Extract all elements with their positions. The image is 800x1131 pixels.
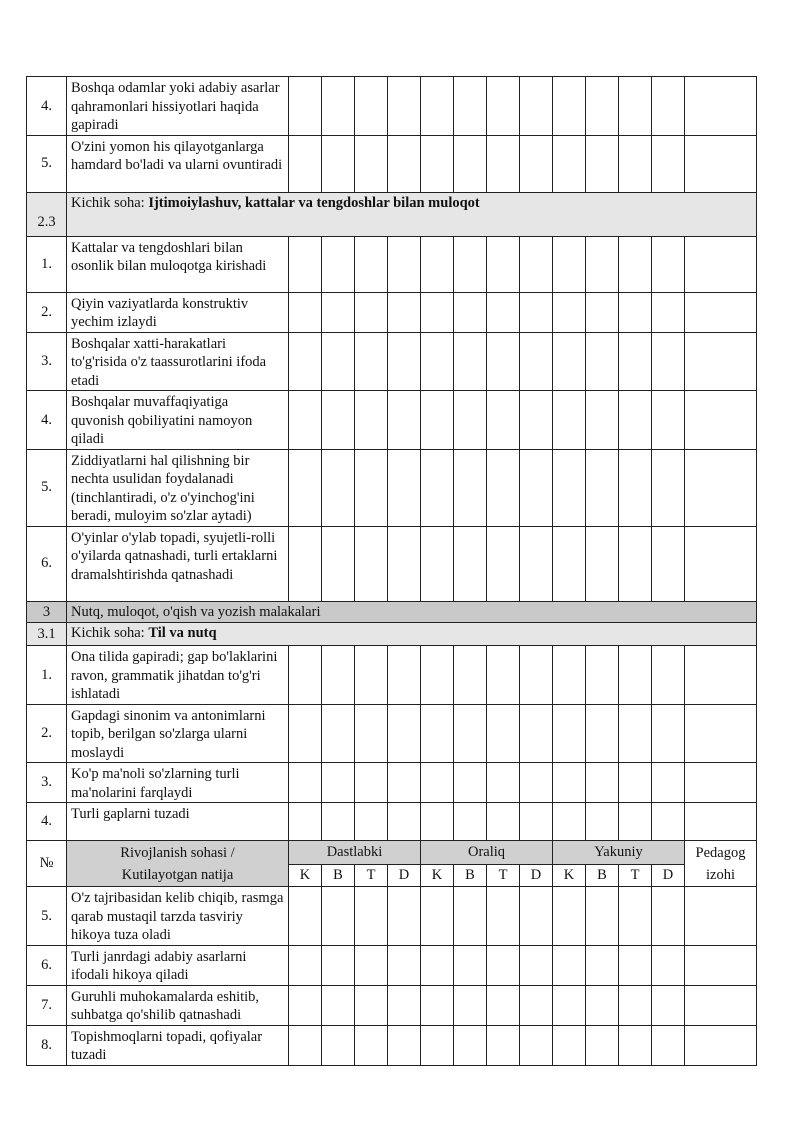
score-cell[interactable] (553, 803, 586, 841)
score-cell[interactable] (652, 526, 685, 601)
row-number: 2. (27, 292, 67, 332)
score-cell[interactable] (289, 77, 322, 136)
score-cell[interactable] (289, 526, 322, 601)
score-cell[interactable] (388, 135, 421, 192)
table-row (27, 526, 757, 601)
header-note-line1: Pedagog (695, 844, 746, 861)
score-cell[interactable] (454, 763, 487, 803)
score-cell[interactable] (487, 646, 520, 705)
score-cell[interactable] (388, 704, 421, 763)
score-cell[interactable] (289, 135, 322, 192)
sub-b: B (586, 865, 619, 887)
score-cell[interactable] (553, 292, 586, 332)
score-cell[interactable] (619, 763, 652, 803)
row-number: 5. (27, 887, 67, 946)
score-cell[interactable] (421, 887, 454, 946)
row-description: Boshqalar xatti-harakatlari to'g'risida o'z taassurotlarini ifoda etadi (67, 332, 289, 391)
score-cell[interactable] (388, 945, 421, 985)
score-cell[interactable] (289, 985, 322, 1025)
score-cell[interactable] (553, 1025, 586, 1065)
score-cell[interactable] (355, 985, 388, 1025)
score-cell[interactable] (487, 1025, 520, 1065)
score-cell[interactable] (388, 887, 421, 946)
score-cell[interactable] (289, 704, 322, 763)
score-cell[interactable] (487, 449, 520, 526)
sub-k: K (289, 865, 322, 887)
header-note-line2: izohi (706, 866, 735, 883)
score-cell[interactable] (652, 887, 685, 946)
score-cell[interactable] (487, 704, 520, 763)
score-cell[interactable] (388, 985, 421, 1025)
score-cell[interactable] (355, 391, 388, 450)
score-cell[interactable] (322, 1025, 355, 1065)
score-cell[interactable] (520, 332, 553, 391)
score-cell[interactable] (388, 449, 421, 526)
score-cell[interactable] (355, 1025, 388, 1065)
row-description: Ona tilida gapiradi; gap bo'laklarini ravon, grammatik jihatdan to'g'ri ishlatadi (67, 646, 289, 705)
row-description: Qiyin vaziyatlarda konstruktiv yechim izlaydi (67, 292, 289, 332)
score-cell[interactable] (388, 763, 421, 803)
score-cell[interactable] (520, 704, 553, 763)
score-cell[interactable] (619, 449, 652, 526)
row-number: 4. (27, 803, 67, 841)
teacher-note-cell[interactable] (685, 135, 757, 192)
score-cell[interactable] (652, 803, 685, 841)
row-number: 3. (27, 763, 67, 803)
row-description: O'zini yomon his qilayotganlarga hamdard bo'ladi va ularni ovuntiradi (67, 135, 289, 192)
row-description: Topishmoqlarni topadi, qofiyalar tuzadi (67, 1025, 289, 1065)
score-cell[interactable] (619, 887, 652, 946)
score-cell[interactable] (652, 763, 685, 803)
row-description: Turli janrdagi adabiy asarlarni ifodali hikoya qiladi (67, 945, 289, 985)
teacher-note-cell[interactable] (685, 887, 757, 946)
score-cell[interactable] (586, 803, 619, 841)
teacher-note-cell[interactable] (685, 236, 757, 292)
row-description: Kattalar va tengdoshlari bilan osonlik bilan muloqotga kirishadi (67, 236, 289, 292)
score-cell[interactable] (289, 332, 322, 391)
score-cell[interactable] (421, 292, 454, 332)
score-cell[interactable] (322, 292, 355, 332)
sub-d: D (520, 865, 553, 887)
row-description: O'yinlar o'ylab topadi, syujetli-rolli o'yilarda qatnashadi, turli ertaklarni dramalshtirishda qatnashadi (67, 526, 289, 601)
score-cell[interactable] (553, 985, 586, 1025)
score-cell[interactable] (553, 763, 586, 803)
score-cell[interactable] (619, 135, 652, 192)
score-cell[interactable] (652, 135, 685, 192)
score-cell[interactable] (454, 449, 487, 526)
table-row (27, 236, 757, 292)
score-cell[interactable] (520, 236, 553, 292)
score-cell[interactable] (289, 1025, 322, 1065)
section-title-bold: Til va nutq (148, 625, 217, 641)
score-cell[interactable] (322, 236, 355, 292)
score-cell[interactable] (454, 135, 487, 192)
sub-k: K (553, 865, 586, 887)
score-cell[interactable] (289, 763, 322, 803)
score-cell[interactable] (652, 391, 685, 450)
score-cell[interactable] (421, 945, 454, 985)
score-cell[interactable] (619, 332, 652, 391)
score-cell[interactable] (454, 526, 487, 601)
score-cell[interactable] (388, 77, 421, 136)
table-row (27, 77, 757, 136)
section-title: Nutq, muloqot, o'qish va yozish malakalari (67, 601, 757, 623)
score-cell[interactable] (619, 646, 652, 705)
score-cell[interactable] (289, 945, 322, 985)
score-cell[interactable] (454, 292, 487, 332)
score-cell[interactable] (520, 135, 553, 192)
score-cell[interactable] (520, 526, 553, 601)
table-row (27, 985, 757, 1025)
score-cell[interactable] (586, 135, 619, 192)
score-cell[interactable] (322, 646, 355, 705)
score-cell[interactable] (487, 236, 520, 292)
score-cell[interactable] (388, 1025, 421, 1065)
sub-b: B (454, 865, 487, 887)
score-cell[interactable] (553, 646, 586, 705)
score-cell[interactable] (355, 526, 388, 601)
assessment-table (26, 76, 757, 1066)
score-cell[interactable] (421, 135, 454, 192)
score-cell[interactable] (421, 449, 454, 526)
score-cell[interactable] (355, 135, 388, 192)
table-row (27, 391, 757, 450)
score-cell[interactable] (619, 803, 652, 841)
section-prefix: Kichik soha: (71, 625, 149, 641)
teacher-note-cell[interactable] (685, 449, 757, 526)
table-row (27, 332, 757, 391)
score-cell[interactable] (487, 945, 520, 985)
score-cell[interactable] (520, 646, 553, 705)
score-cell[interactable] (388, 332, 421, 391)
score-cell[interactable] (553, 391, 586, 450)
row-description: Ziddiyatlarni hal qilishning bir nechta usulidan foydalanadi (tinchlantiradi, o'z o'yinchog'ini beradi, muloyim so'zlar aytadi) (67, 449, 289, 526)
score-cell[interactable] (619, 1025, 652, 1065)
score-cell[interactable] (652, 945, 685, 985)
score-cell[interactable] (421, 236, 454, 292)
score-cell[interactable] (322, 803, 355, 841)
row-number: 5. (27, 449, 67, 526)
sub-d: D (388, 865, 421, 887)
score-cell[interactable] (487, 887, 520, 946)
score-cell[interactable] (586, 1025, 619, 1065)
score-cell[interactable] (421, 391, 454, 450)
score-cell[interactable] (586, 704, 619, 763)
table-row (27, 763, 757, 803)
score-cell[interactable] (322, 887, 355, 946)
sub-t: T (487, 865, 520, 887)
score-cell[interactable] (652, 704, 685, 763)
score-cell[interactable] (619, 391, 652, 450)
score-cell[interactable] (553, 945, 586, 985)
score-cell[interactable] (289, 236, 322, 292)
teacher-note-cell[interactable] (685, 985, 757, 1025)
score-cell[interactable] (454, 391, 487, 450)
score-cell[interactable] (520, 391, 553, 450)
row-number: 8. (27, 1025, 67, 1065)
score-cell[interactable] (619, 236, 652, 292)
row-number: 6. (27, 526, 67, 601)
score-cell[interactable] (520, 763, 553, 803)
table-row (27, 945, 757, 985)
score-cell[interactable] (619, 704, 652, 763)
row-description: Turli gaplarni tuzadi (67, 803, 289, 841)
score-cell[interactable] (388, 526, 421, 601)
teacher-note-cell[interactable] (685, 1025, 757, 1065)
teacher-note-cell[interactable] (685, 526, 757, 601)
header-teacher-note (685, 841, 757, 887)
score-cell[interactable] (454, 1025, 487, 1065)
section-number: 3.1 (27, 623, 67, 646)
score-cell[interactable] (586, 945, 619, 985)
section-number: 2.3 (27, 192, 67, 236)
row-description: Guruhli muhokamalarda eshitib, suhbatga qo'shilib qatnashadi (67, 985, 289, 1025)
table-row (27, 704, 757, 763)
score-cell[interactable] (586, 391, 619, 450)
score-cell[interactable] (652, 77, 685, 136)
score-cell[interactable] (487, 77, 520, 136)
section-prefix: Kichik soha: (71, 194, 149, 211)
score-cell[interactable] (586, 332, 619, 391)
score-cell[interactable] (553, 887, 586, 946)
header-area (67, 841, 289, 887)
score-cell[interactable] (355, 332, 388, 391)
score-cell[interactable] (289, 391, 322, 450)
row-number: 4. (27, 391, 67, 450)
score-cell[interactable] (586, 887, 619, 946)
score-cell[interactable] (553, 77, 586, 136)
sub-k: K (421, 865, 454, 887)
score-cell[interactable] (553, 332, 586, 391)
score-cell[interactable] (520, 1025, 553, 1065)
score-cell[interactable] (520, 77, 553, 136)
score-cell[interactable] (454, 887, 487, 946)
score-cell[interactable] (355, 704, 388, 763)
score-cell[interactable] (355, 763, 388, 803)
sub-t: T (619, 865, 652, 887)
score-cell[interactable] (520, 803, 553, 841)
score-cell[interactable] (355, 887, 388, 946)
score-cell[interactable] (586, 77, 619, 136)
row-description: Ko'p ma'noli so'zlarning turli ma'nolarini farqlaydi (67, 763, 289, 803)
row-description: Gapdagi sinonim va antonimlarni topib, berilgan so'zlarga ularni moslaydi (67, 704, 289, 763)
score-cell[interactable] (454, 704, 487, 763)
score-cell[interactable] (553, 236, 586, 292)
score-cell[interactable] (652, 449, 685, 526)
score-cell[interactable] (355, 449, 388, 526)
score-cell[interactable] (652, 646, 685, 705)
header-stage-middle: Oraliq (421, 841, 553, 865)
row-number: 3. (27, 332, 67, 391)
teacher-note-cell[interactable] (685, 391, 757, 450)
score-cell[interactable] (289, 803, 322, 841)
score-cell[interactable] (487, 526, 520, 601)
score-cell[interactable] (454, 236, 487, 292)
score-cell[interactable] (553, 704, 586, 763)
score-cell[interactable] (421, 526, 454, 601)
score-cell[interactable] (289, 646, 322, 705)
score-cell[interactable] (388, 803, 421, 841)
score-cell[interactable] (487, 332, 520, 391)
score-cell[interactable] (322, 526, 355, 601)
teacher-note-cell[interactable] (685, 803, 757, 841)
score-cell[interactable] (586, 449, 619, 526)
score-cell[interactable] (619, 77, 652, 136)
row-number: 5. (27, 135, 67, 192)
section-row-3-1 (27, 623, 757, 646)
score-cell[interactable] (652, 292, 685, 332)
section-row-3 (27, 601, 757, 623)
score-cell[interactable] (520, 449, 553, 526)
header-stage-initial: Dastlabki (289, 841, 421, 865)
score-cell[interactable] (289, 292, 322, 332)
sub-b: B (322, 865, 355, 887)
table-row (27, 646, 757, 705)
header-area-line1: Rivojlanish sohasi / (120, 844, 235, 861)
score-cell[interactable] (289, 887, 322, 946)
score-cell[interactable] (487, 985, 520, 1025)
score-cell[interactable] (454, 646, 487, 705)
teacher-note-cell[interactable] (685, 646, 757, 705)
score-cell[interactable] (586, 526, 619, 601)
score-cell[interactable] (421, 763, 454, 803)
score-cell[interactable] (454, 332, 487, 391)
table-row (27, 449, 757, 526)
teacher-note-cell[interactable] (685, 77, 757, 136)
score-cell[interactable] (289, 449, 322, 526)
score-cell[interactable] (487, 763, 520, 803)
score-cell[interactable] (322, 945, 355, 985)
score-cell[interactable] (421, 646, 454, 705)
score-cell[interactable] (388, 646, 421, 705)
table-row (27, 135, 757, 192)
score-cell[interactable] (619, 292, 652, 332)
row-number: 4. (27, 77, 67, 136)
score-cell[interactable] (421, 1025, 454, 1065)
score-cell[interactable] (322, 763, 355, 803)
section-number: 3 (27, 601, 67, 623)
score-cell[interactable] (322, 704, 355, 763)
score-cell[interactable] (586, 763, 619, 803)
score-cell[interactable] (355, 945, 388, 985)
score-cell[interactable] (322, 135, 355, 192)
score-cell[interactable] (355, 236, 388, 292)
score-cell[interactable] (355, 803, 388, 841)
score-cell[interactable] (652, 332, 685, 391)
section-title-bold: Ijtimoiylashuv, kattalar va tengdoshlar bilan muloqot (148, 194, 480, 211)
score-cell[interactable] (322, 77, 355, 136)
section-title (67, 192, 757, 236)
score-cell[interactable] (487, 135, 520, 192)
score-cell[interactable] (586, 985, 619, 1025)
header-number: № (27, 841, 67, 887)
score-cell[interactable] (322, 391, 355, 450)
header-area-line2: Kutilayotgan natija (121, 866, 234, 883)
score-cell[interactable] (553, 449, 586, 526)
teacher-note-cell[interactable] (685, 292, 757, 332)
score-cell[interactable] (652, 985, 685, 1025)
score-cell[interactable] (586, 292, 619, 332)
score-cell[interactable] (586, 236, 619, 292)
score-cell[interactable] (421, 332, 454, 391)
score-cell[interactable] (553, 526, 586, 601)
header-stage-final: Yakuniy (553, 841, 685, 865)
table-header-row (27, 841, 757, 865)
score-cell[interactable] (421, 704, 454, 763)
score-cell[interactable] (487, 292, 520, 332)
table-row (27, 887, 757, 946)
score-cell[interactable] (355, 77, 388, 136)
score-cell[interactable] (454, 803, 487, 841)
score-cell[interactable] (421, 985, 454, 1025)
row-description: Boshqalar muvaffaqiyatiga quvonish qobiliyatini namoyon qiladi (67, 391, 289, 450)
score-cell[interactable] (388, 292, 421, 332)
score-cell[interactable] (322, 449, 355, 526)
score-cell[interactable] (619, 526, 652, 601)
sub-d: D (652, 865, 685, 887)
score-cell[interactable] (619, 945, 652, 985)
section-title (67, 623, 757, 646)
row-number: 1. (27, 646, 67, 705)
score-cell[interactable] (652, 1025, 685, 1065)
score-cell[interactable] (520, 887, 553, 946)
score-cell[interactable] (586, 646, 619, 705)
row-number: 6. (27, 945, 67, 985)
score-cell[interactable] (355, 292, 388, 332)
score-cell[interactable] (520, 292, 553, 332)
row-number: 1. (27, 236, 67, 292)
section-row-2-3 (27, 192, 757, 236)
score-cell[interactable] (454, 945, 487, 985)
score-cell[interactable] (322, 332, 355, 391)
score-cell[interactable] (520, 985, 553, 1025)
score-cell[interactable] (454, 77, 487, 136)
sub-t: T (355, 865, 388, 887)
teacher-note-cell[interactable] (685, 945, 757, 985)
teacher-note-cell[interactable] (685, 704, 757, 763)
score-cell[interactable] (652, 236, 685, 292)
score-cell[interactable] (487, 391, 520, 450)
teacher-note-cell[interactable] (685, 763, 757, 803)
score-cell[interactable] (487, 803, 520, 841)
score-cell[interactable] (619, 985, 652, 1025)
table-row (27, 1025, 757, 1065)
row-number: 2. (27, 704, 67, 763)
row-number: 7. (27, 985, 67, 1025)
score-cell[interactable] (388, 236, 421, 292)
row-description: O'z tajribasidan kelib chiqib, rasmga qarab mustaqil tarzda tasviriy hikoya tuza oladi (67, 887, 289, 946)
table-row (27, 803, 757, 841)
score-cell[interactable] (520, 945, 553, 985)
score-cell[interactable] (322, 985, 355, 1025)
score-cell[interactable] (388, 391, 421, 450)
score-cell[interactable] (454, 985, 487, 1025)
teacher-note-cell[interactable] (685, 332, 757, 391)
score-cell[interactable] (421, 803, 454, 841)
row-description: Boshqa odamlar yoki adabiy asarlar qahramonlari hissiyotlari haqida gapiradi (67, 77, 289, 136)
table-row (27, 292, 757, 332)
score-cell[interactable] (421, 77, 454, 136)
score-cell[interactable] (553, 135, 586, 192)
score-cell[interactable] (355, 646, 388, 705)
